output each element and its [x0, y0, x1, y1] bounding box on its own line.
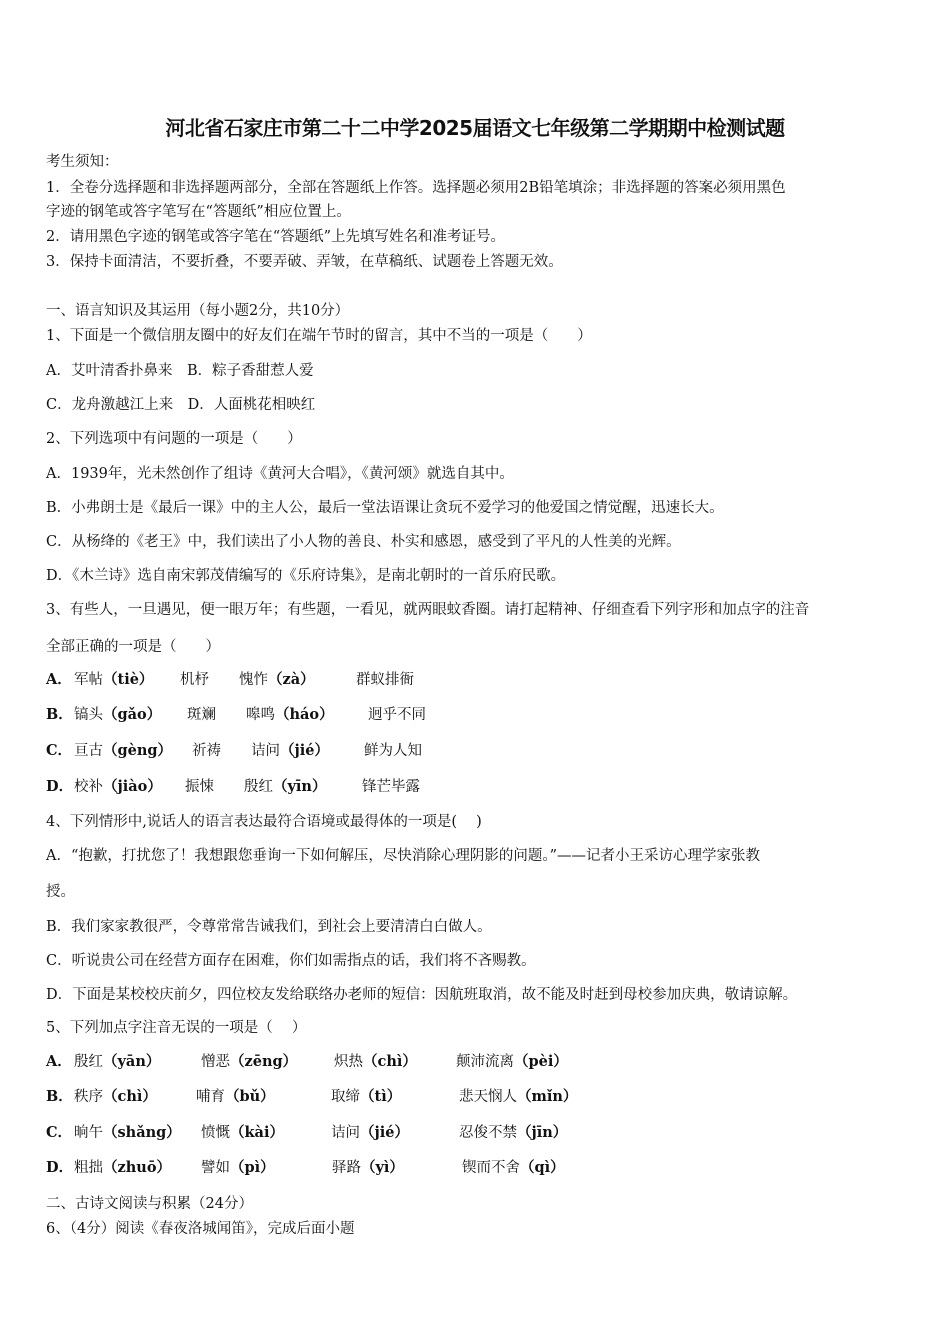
option-pinyin: （jié） — [280, 742, 329, 759]
option-pinyin: （yān） — [103, 1053, 161, 1070]
question-option: D．《木兰诗》选自南宋郭茂倩编写的《乐府诗集》，是南北朝时的一首乐府民歌。 — [46, 568, 566, 584]
question-option: B．我们家家教很严，令尊常常告诫我们，到社会上要清清白白做人。 — [46, 919, 492, 935]
option-word: 晌午 — [74, 1125, 103, 1141]
question-option: D．下面是某校校庆前夕，四位校友发给联络办老师的短信：因航班取消，故不能及时赶到母校参加庆典，敬请谅解。 — [46, 987, 798, 1003]
option-word: 诘问 — [331, 1125, 360, 1141]
option-label: D． — [46, 1159, 74, 1176]
option-label: D． — [46, 778, 74, 795]
option-pinyin: （jié） — [360, 1124, 409, 1141]
question-option: C．龙舟激越江上来 D．人面桃花相映红 — [46, 397, 316, 413]
option-word: 驿路 — [332, 1160, 361, 1176]
notice-item: 2．请用黑色字迹的钢笔或答字笔在“答题纸”上先填写姓名和准考证号。 — [46, 229, 506, 245]
option-pinyin: （yì） — [361, 1159, 404, 1176]
question-stem: 全部正确的一项是（ ） — [46, 639, 220, 655]
option-pinyin: （gǎo） — [103, 706, 162, 723]
option-word: 振悚 — [185, 779, 214, 795]
option-label: B． — [46, 706, 73, 723]
option-pinyin: （zà） — [268, 671, 315, 688]
option-word: 炽热 — [334, 1054, 363, 1070]
question-option: A．“抱歉，打扰您了！我想跟您垂询一下如何解压，尽快消除心理阴影的问题。”——记者小王采访心理学家张教 — [46, 848, 761, 864]
question-option: C．听说贵公司在经营方面存在困难，你们如需指点的话，我们将不吝赐教。 — [46, 953, 536, 969]
option-pinyin: （gèng） — [103, 742, 173, 759]
question-stem: 3、有些人，一旦遇见，便一眼万年；有些题，一看见，就两眼蚊香圈。请打起精神、仔细查看下列字形和加点字的注音 — [46, 602, 810, 618]
notice-item: 3．保持卡面清洁，不要折叠，不要弄破、弄皱，在草稿纸、试题卷上答题无效。 — [46, 254, 563, 270]
option-word: 殷红 — [244, 779, 273, 795]
question-option: A．1939年，光未然创作了组诗《黄河大合唱》，《黄河颂》就选自其中。 — [46, 466, 514, 482]
section-heading: 二、古诗文阅读与积累（24分） — [46, 1196, 253, 1212]
option-word: 殷红 — [74, 1054, 103, 1070]
option-label: C． — [46, 1124, 73, 1141]
option-word: 校补 — [74, 779, 103, 795]
option-word: 愤慨 — [201, 1125, 230, 1141]
option-word: 祈祷 — [192, 743, 221, 759]
option-pinyin: （zhuō） — [103, 1159, 171, 1176]
option-word: 取缔 — [331, 1089, 360, 1105]
option-word: 锲而不舍 — [462, 1160, 520, 1176]
option-word: 悲天悯人 — [459, 1089, 517, 1105]
option-pinyin: （qì） — [520, 1159, 565, 1176]
option-pinyin: （tiè） — [103, 671, 154, 688]
question-option: B．小弗朗士是《最后一课》中的主人公，最后一堂法语课让贪玩不爱学习的他爱国之情觉醒，迅速长大。 — [46, 500, 724, 516]
option-label: C． — [46, 742, 73, 759]
option-word: 憎恶 — [201, 1054, 230, 1070]
option-label: A． — [46, 671, 72, 688]
option-pinyin: （jiào） — [103, 778, 162, 795]
option-word: 亘古 — [74, 743, 103, 759]
option-word: 哺育 — [196, 1089, 225, 1105]
option-word: 锋芒毕露 — [362, 779, 420, 795]
option-word: 镐头 — [74, 707, 103, 723]
option-pinyin: （pì） — [230, 1159, 275, 1176]
option-word: 迥乎不同 — [368, 707, 426, 723]
option-word: 颠沛流离 — [456, 1054, 514, 1070]
option-pinyin: （shǎng） — [103, 1124, 181, 1141]
exam-title: 河北省石家庄市第二十二中学2025届语文七年级第二学期期中检测试题 — [165, 116, 785, 140]
option-pinyin: （tì） — [360, 1088, 402, 1105]
option-word: 粗拙 — [74, 1160, 103, 1176]
option-word: 嗥鸣 — [246, 707, 275, 723]
option-word: 譬如 — [201, 1160, 230, 1176]
notice-item: 字迹的钢笔或答字笔写在“答题纸”相应位置上。 — [46, 204, 351, 220]
option-word: 秩序 — [74, 1089, 103, 1105]
question-option: A．艾叶清香扑鼻来 B．粽子香甜惹人爱 — [46, 363, 314, 379]
section-heading: 一、语言知识及其运用（每小题2分，共10分） — [46, 303, 350, 319]
option-word: 愧怍 — [239, 672, 268, 688]
question-stem: 2、下列选项中有问题的一项是（ ） — [46, 431, 302, 447]
option-label: A． — [46, 1053, 72, 1070]
option-word: 诘问 — [251, 743, 280, 759]
option-pinyin: （chì） — [363, 1053, 417, 1070]
option-pinyin: （jīn） — [517, 1124, 568, 1141]
option-word: 军帖 — [74, 672, 103, 688]
option-word: 忍俊不禁 — [459, 1125, 517, 1141]
question-stem: 5、下列加点字注音无误的一项是（ ） — [46, 1020, 307, 1036]
question-option: 授。 — [46, 884, 75, 900]
option-label: B． — [46, 1088, 73, 1105]
option-word: 群蚁排衙 — [356, 672, 414, 688]
notice-heading: 考生须知： — [46, 154, 119, 170]
option-pinyin: （kài） — [230, 1124, 284, 1141]
question-stem: 4、下列情形中,说话人的语言表达最符合语境或最得体的一项是( ) — [46, 814, 482, 830]
option-pinyin: （mǐn） — [517, 1088, 578, 1105]
option-pinyin: （zēng） — [230, 1053, 298, 1070]
option-pinyin: （bǔ） — [225, 1088, 275, 1105]
option-pinyin: （pèi） — [514, 1053, 568, 1070]
question-stem: 6、（4分）阅读《春夜洛城闻笛》，完成后面小题 — [46, 1221, 355, 1237]
option-word: 斑斓 — [187, 707, 216, 723]
option-pinyin: （háo） — [275, 706, 334, 723]
question-option: C．从杨绛的《老王》中，我们读出了小人物的善良、朴实和感恩，感受到了平凡的人性美的光辉。 — [46, 534, 681, 550]
question-stem: 1、下面是一个微信朋友圈中的好友们在端午节时的留言，其中不当的一项是（ ） — [46, 328, 592, 344]
option-word: 鲜为人知 — [364, 743, 422, 759]
option-pinyin: （chì） — [103, 1088, 157, 1105]
option-word: 机杼 — [180, 672, 209, 688]
option-pinyin: （yīn） — [273, 778, 327, 795]
notice-item: 1．全卷分选择题和非选择题两部分，全部在答题纸上作答。选择题必须用2B铅笔填涂；非选择题的答案必须用黑色 — [46, 180, 786, 196]
